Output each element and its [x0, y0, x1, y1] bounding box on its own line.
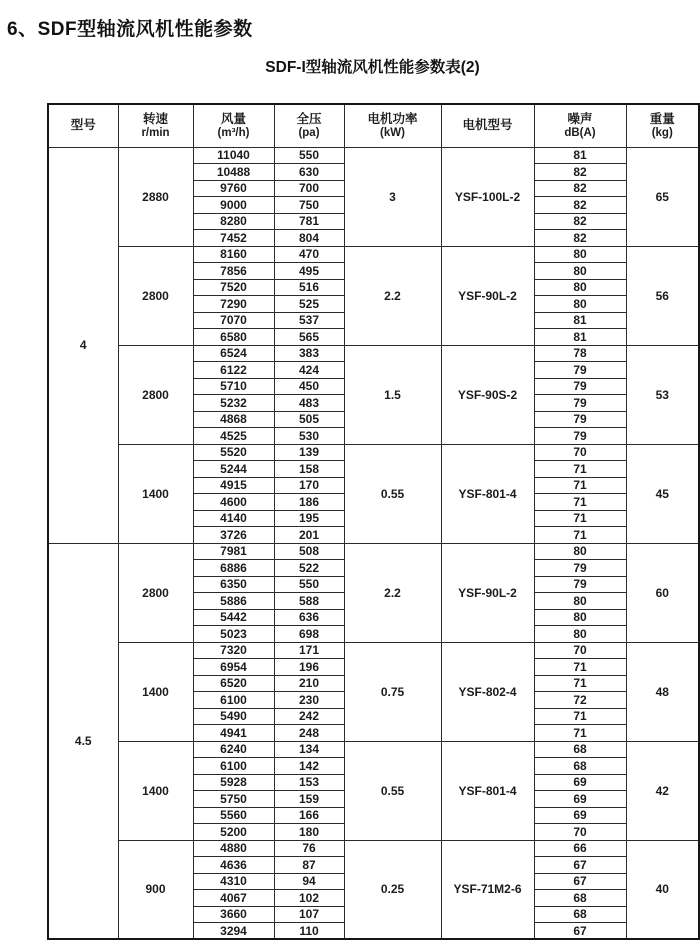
pressure-cell: 804 [274, 230, 344, 247]
noise-cell: 68 [534, 906, 626, 923]
speed-cell: 2800 [118, 543, 193, 642]
noise-cell: 68 [534, 741, 626, 758]
flow-cell: 5886 [193, 593, 274, 610]
motor-cell: YSF-90S-2 [441, 345, 534, 444]
pressure-cell: 76 [274, 840, 344, 857]
pressure-cell: 186 [274, 494, 344, 511]
flow-cell: 6100 [193, 692, 274, 709]
table-row [48, 246, 699, 263]
table-row [48, 741, 699, 758]
noise-cell: 81 [534, 147, 626, 164]
pressure-cell: 158 [274, 461, 344, 478]
table-body [48, 147, 699, 939]
noise-cell: 82 [534, 197, 626, 214]
noise-cell: 68 [534, 890, 626, 907]
noise-cell: 70 [534, 824, 626, 841]
column-header-power [344, 104, 441, 147]
column-header-speed-line2: r/min [141, 126, 170, 139]
flow-cell: 4880 [193, 840, 274, 857]
noise-cell: 72 [534, 692, 626, 709]
column-header-power-line2: (kW) [380, 126, 405, 139]
flow-cell: 4310 [193, 873, 274, 890]
noise-cell: 70 [534, 642, 626, 659]
speed-cell: 1400 [118, 642, 193, 741]
noise-cell: 71 [534, 494, 626, 511]
flow-cell: 6520 [193, 675, 274, 692]
pressure-cell: 516 [274, 279, 344, 296]
column-header-weight [626, 104, 699, 147]
noise-cell: 71 [534, 708, 626, 725]
pressure-cell: 495 [274, 263, 344, 280]
flow-cell: 6580 [193, 329, 274, 346]
flow-cell: 6122 [193, 362, 274, 379]
flow-cell: 6100 [193, 758, 274, 775]
pressure-cell: 530 [274, 428, 344, 445]
flow-cell: 9760 [193, 180, 274, 197]
noise-cell: 81 [534, 312, 626, 329]
flow-cell: 4636 [193, 857, 274, 874]
pressure-cell: 636 [274, 609, 344, 626]
pressure-cell: 470 [274, 246, 344, 263]
pressure-cell: 107 [274, 906, 344, 923]
column-header-weight-line1: 重量 [649, 111, 675, 126]
pressure-cell: 195 [274, 510, 344, 527]
column-header-weight-line2: (kg) [651, 126, 673, 139]
flow-cell: 6240 [193, 741, 274, 758]
fan-performance-table [47, 103, 700, 940]
column-header-speed-line1: 转速 [142, 111, 168, 126]
noise-cell: 71 [534, 725, 626, 742]
power-cell: 3 [344, 147, 441, 246]
model-cell: 4.5 [48, 543, 118, 939]
pressure-cell: 522 [274, 560, 344, 577]
column-header-model [48, 104, 118, 147]
motor-cell: YSF-90L-2 [441, 246, 534, 345]
noise-cell: 71 [534, 461, 626, 478]
motor-cell: YSF-802-4 [441, 642, 534, 741]
flow-cell: 7981 [193, 543, 274, 560]
noise-cell: 71 [534, 527, 626, 544]
noise-cell: 80 [534, 626, 626, 643]
column-header-motor-line1: 电机型号 [462, 118, 513, 133]
pressure-cell: 171 [274, 642, 344, 659]
speed-cell: 2880 [118, 147, 193, 246]
noise-cell: 69 [534, 791, 626, 808]
noise-cell: 71 [534, 510, 626, 527]
noise-cell: 70 [534, 444, 626, 461]
column-header-speed [118, 104, 193, 147]
noise-cell: 67 [534, 923, 626, 940]
noise-cell: 82 [534, 164, 626, 181]
noise-cell: 79 [534, 378, 626, 395]
flow-cell: 4868 [193, 411, 274, 428]
flow-cell: 7856 [193, 263, 274, 280]
table-row [48, 840, 699, 857]
noise-cell: 80 [534, 609, 626, 626]
pressure-cell: 781 [274, 213, 344, 230]
flow-cell: 11040 [193, 147, 274, 164]
table-row [48, 543, 699, 560]
flow-cell: 5023 [193, 626, 274, 643]
column-header-noise-line2: dB(A) [564, 126, 596, 139]
weight-cell: 56 [626, 246, 699, 345]
column-header-model-line1: 型号 [70, 118, 96, 133]
noise-cell: 67 [534, 873, 626, 890]
flow-cell: 8160 [193, 246, 274, 263]
weight-cell: 42 [626, 741, 699, 840]
flow-cell: 5710 [193, 378, 274, 395]
pressure-cell: 166 [274, 807, 344, 824]
noise-cell: 71 [534, 659, 626, 676]
table-row [48, 444, 699, 461]
flow-cell: 10488 [193, 164, 274, 181]
pressure-cell: 196 [274, 659, 344, 676]
noise-cell: 66 [534, 840, 626, 857]
noise-cell: 67 [534, 857, 626, 874]
flow-cell: 6886 [193, 560, 274, 577]
noise-cell: 69 [534, 774, 626, 791]
noise-cell: 82 [534, 213, 626, 230]
speed-cell: 2800 [118, 345, 193, 444]
noise-cell: 79 [534, 362, 626, 379]
weight-cell: 65 [626, 147, 699, 246]
pressure-cell: 139 [274, 444, 344, 461]
pressure-cell: 525 [274, 296, 344, 313]
power-cell: 2.2 [344, 543, 441, 642]
flow-cell: 5200 [193, 824, 274, 841]
pressure-cell: 134 [274, 741, 344, 758]
flow-cell: 9000 [193, 197, 274, 214]
flow-cell: 7520 [193, 279, 274, 296]
pressure-cell: 110 [274, 923, 344, 940]
noise-cell: 80 [534, 543, 626, 560]
flow-cell: 3660 [193, 906, 274, 923]
table-subtitle: SDF-I型轴流风机性能参数表(2) [265, 59, 480, 76]
flow-cell: 5750 [193, 791, 274, 808]
flow-cell: 7320 [193, 642, 274, 659]
pressure-cell: 508 [274, 543, 344, 560]
column-header-pressure [274, 104, 344, 147]
noise-cell: 81 [534, 329, 626, 346]
noise-cell: 82 [534, 180, 626, 197]
power-cell: 2.2 [344, 246, 441, 345]
motor-cell: YSF-71M2-6 [441, 840, 534, 939]
column-header-power-line1: 电机功率 [367, 111, 418, 126]
column-header-flow-line2: (m³/h) [217, 126, 250, 139]
flow-cell: 4525 [193, 428, 274, 445]
pressure-cell: 450 [274, 378, 344, 395]
column-header-flow-line1: 风量 [220, 111, 246, 126]
column-header-noise-line1: 噪声 [567, 111, 593, 126]
weight-cell: 40 [626, 840, 699, 939]
pressure-cell: 248 [274, 725, 344, 742]
weight-cell: 60 [626, 543, 699, 642]
pressure-cell: 94 [274, 873, 344, 890]
flow-cell: 7290 [193, 296, 274, 313]
table-row [48, 345, 699, 362]
flow-cell: 7452 [193, 230, 274, 247]
pressure-cell: 483 [274, 395, 344, 412]
table-row [48, 147, 699, 164]
column-header-pressure-line1: 全压 [296, 111, 322, 126]
header-row [48, 104, 699, 147]
noise-cell: 79 [534, 411, 626, 428]
flow-cell: 4941 [193, 725, 274, 742]
noise-cell: 71 [534, 477, 626, 494]
pressure-cell: 550 [274, 576, 344, 593]
pressure-cell: 383 [274, 345, 344, 362]
noise-cell: 69 [534, 807, 626, 824]
speed-cell: 900 [118, 840, 193, 939]
flow-cell: 6524 [193, 345, 274, 362]
flow-cell: 5520 [193, 444, 274, 461]
noise-cell: 79 [534, 428, 626, 445]
pressure-cell: 630 [274, 164, 344, 181]
page-title: 6、SDF型轴流风机性能参数 [7, 19, 253, 40]
pressure-cell: 201 [274, 527, 344, 544]
power-cell: 0.25 [344, 840, 441, 939]
table-row [48, 642, 699, 659]
noise-cell: 80 [534, 246, 626, 263]
noise-cell: 79 [534, 395, 626, 412]
flow-cell: 7070 [193, 312, 274, 329]
noise-cell: 78 [534, 345, 626, 362]
speed-cell: 1400 [118, 444, 193, 543]
weight-cell: 53 [626, 345, 699, 444]
power-cell: 1.5 [344, 345, 441, 444]
power-cell: 0.55 [344, 444, 441, 543]
noise-cell: 79 [534, 560, 626, 577]
flow-cell: 6954 [193, 659, 274, 676]
pressure-cell: 424 [274, 362, 344, 379]
flow-cell: 4915 [193, 477, 274, 494]
weight-cell: 48 [626, 642, 699, 741]
column-header-motor [441, 104, 534, 147]
flow-cell: 6350 [193, 576, 274, 593]
weight-cell: 45 [626, 444, 699, 543]
noise-cell: 80 [534, 296, 626, 313]
column-header-noise [534, 104, 626, 147]
pressure-cell: 550 [274, 147, 344, 164]
motor-cell: YSF-90L-2 [441, 543, 534, 642]
pressure-cell: 700 [274, 180, 344, 197]
pressure-cell: 588 [274, 593, 344, 610]
pressure-cell: 698 [274, 626, 344, 643]
pressure-cell: 170 [274, 477, 344, 494]
pressure-cell: 230 [274, 692, 344, 709]
power-cell: 0.75 [344, 642, 441, 741]
pressure-cell: 180 [274, 824, 344, 841]
noise-cell: 80 [534, 279, 626, 296]
speed-cell: 1400 [118, 741, 193, 840]
model-cell: 4 [48, 147, 118, 543]
column-header-pressure-line2: (pa) [298, 126, 320, 139]
noise-cell: 68 [534, 758, 626, 775]
noise-cell: 80 [534, 593, 626, 610]
flow-cell: 5232 [193, 395, 274, 412]
flow-cell: 5928 [193, 774, 274, 791]
flow-cell: 3726 [193, 527, 274, 544]
flow-cell: 5560 [193, 807, 274, 824]
motor-cell: YSF-801-4 [441, 741, 534, 840]
pressure-cell: 142 [274, 758, 344, 775]
pressure-cell: 210 [274, 675, 344, 692]
flow-cell: 5442 [193, 609, 274, 626]
pressure-cell: 565 [274, 329, 344, 346]
flow-cell: 5490 [193, 708, 274, 725]
noise-cell: 80 [534, 263, 626, 280]
flow-cell: 4140 [193, 510, 274, 527]
pressure-cell: 537 [274, 312, 344, 329]
pressure-cell: 102 [274, 890, 344, 907]
flow-cell: 8280 [193, 213, 274, 230]
pressure-cell: 153 [274, 774, 344, 791]
flow-cell: 4600 [193, 494, 274, 511]
flow-cell: 5244 [193, 461, 274, 478]
speed-cell: 2800 [118, 246, 193, 345]
motor-cell: YSF-801-4 [441, 444, 534, 543]
pressure-cell: 505 [274, 411, 344, 428]
motor-cell: YSF-100L-2 [441, 147, 534, 246]
pressure-cell: 87 [274, 857, 344, 874]
noise-cell: 82 [534, 230, 626, 247]
pressure-cell: 242 [274, 708, 344, 725]
pressure-cell: 159 [274, 791, 344, 808]
flow-cell: 4067 [193, 890, 274, 907]
pressure-cell: 750 [274, 197, 344, 214]
flow-cell: 3294 [193, 923, 274, 940]
power-cell: 0.55 [344, 741, 441, 840]
table-header [48, 104, 699, 147]
noise-cell: 71 [534, 675, 626, 692]
column-header-flow [193, 104, 274, 147]
noise-cell: 79 [534, 576, 626, 593]
